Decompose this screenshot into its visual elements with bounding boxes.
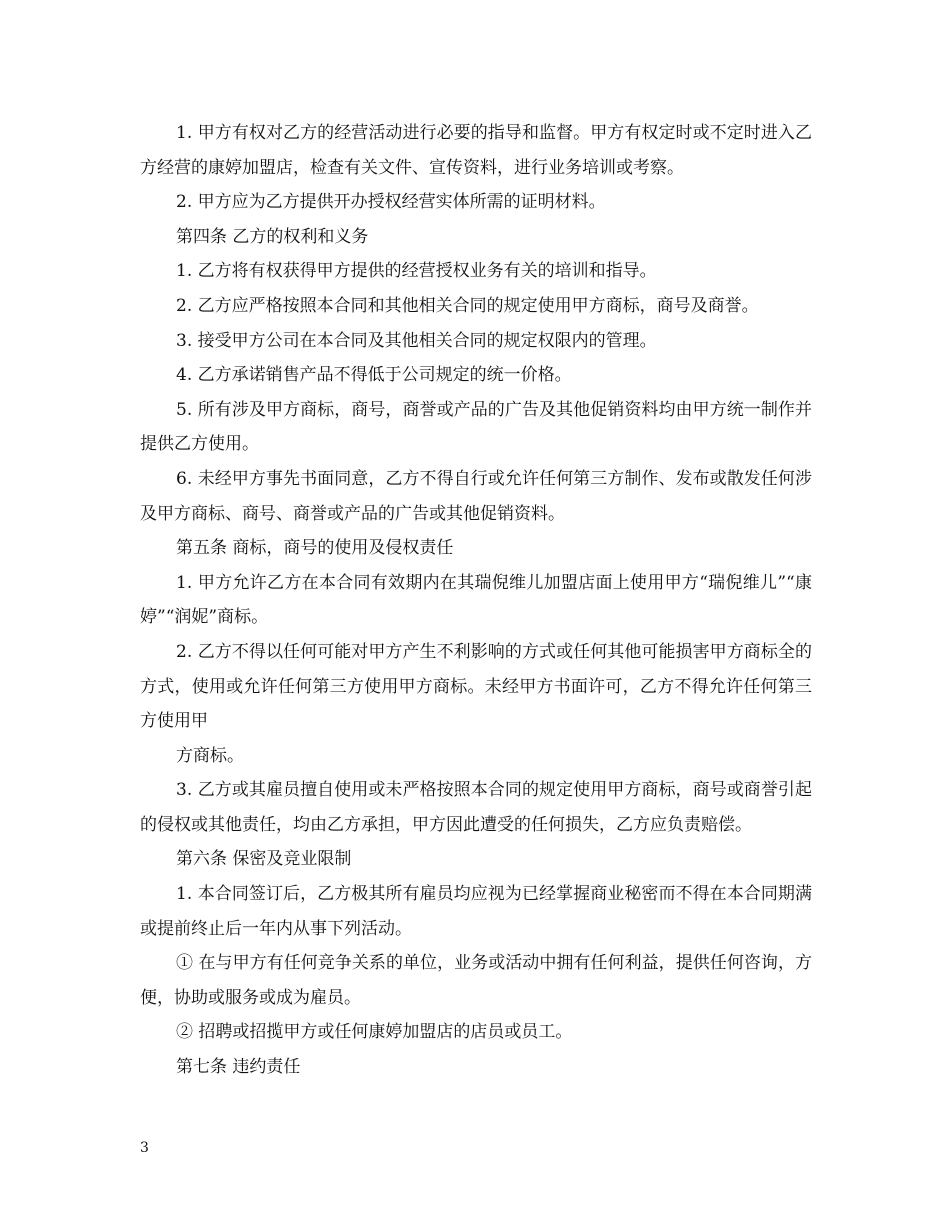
paragraph: 1. 甲方允许乙方在本合同有效期内在其瑞倪维儿加盟店面上使用甲方“瑞倪维儿”“康婷”“润妮”商标。 <box>140 572 812 628</box>
paragraph: ② 招聘或招揽甲方或任何康婷加盟店的店员或员工。 <box>176 1022 573 1043</box>
paragraph: 1. 甲方有权对乙方的经营活动进行必要的指导和监督。甲方有权定时或不定时进入乙方经营的康婷加盟店，检查有关文件、宣传资料，进行业务培训或考察。 <box>140 123 812 178</box>
paragraph: 2. 乙方不得以任何可能对甲方产生不利影响的方式或任何其他可能损害甲方商标全的方式，使用或允许任何第三方使用甲方商标。未经甲方书面许可，乙方不得允许任何第三方使用甲 <box>140 641 812 732</box>
section-heading: 第七条 违约责任 <box>176 1057 301 1078</box>
section-heading: 第五条 商标，商号的使用及侵权责任 <box>176 538 454 559</box>
paragraph: 2. 乙方应严格按照本合同和其他相关合同的规定使用甲方商标，商号及商誉。 <box>176 295 759 316</box>
page-number: 3 <box>140 1140 149 1156</box>
paragraph: 3. 接受甲方公司在本合同及其他相关合同的规定权限内的管理。 <box>176 330 657 351</box>
paragraph: 方商标。 <box>176 745 244 766</box>
paragraph: 3. 乙方或其雇员擅自使用或未严格按照本合同的规定使用甲方商标，商号或商誉引起的侵权或其他责任，均由乙方承担，甲方因此遭受的任何损失，乙方应负责赔偿。 <box>140 780 812 835</box>
paragraph: 5. 所有涉及甲方商标，商号，商誉或产品的广告及其他促销资料均由甲方统一制作并提供乙方使用。 <box>140 399 812 455</box>
paragraph: 4. 乙方承诺销售产品不得低于公司规定的统一价格。 <box>176 365 572 386</box>
paragraph: 1. 乙方将有权获得甲方提供的经营授权业务有关的培训和指导。 <box>176 261 657 282</box>
section-heading: 第六条 保密及竞业限制 <box>176 849 352 870</box>
section-heading: 第四条 乙方的权利和义务 <box>176 226 369 247</box>
document-body <box>140 116 812 1085</box>
paragraph: ① 在与甲方有任何竞争关系的单位，业务或活动中拥有任何利益，提供任何咨询，方便，协助或服务或成为雇员。 <box>140 953 812 1008</box>
paragraph: 2. 甲方应为乙方提供开办授权经营实体所需的证明材料。 <box>176 192 606 213</box>
paragraph: 6. 未经甲方事先书面同意，乙方不得自行或允许任何第三方制作、发布或散发任何涉及甲方商标、商号、商誉或产品的广告或其他促销资料。 <box>140 468 812 524</box>
paragraph: 1. 本合同签订后，乙方极其所有雇员均应视为已经掌握商业秘密而不得在本合同期满或提前终止后一年内从事下列活动。 <box>140 884 812 939</box>
